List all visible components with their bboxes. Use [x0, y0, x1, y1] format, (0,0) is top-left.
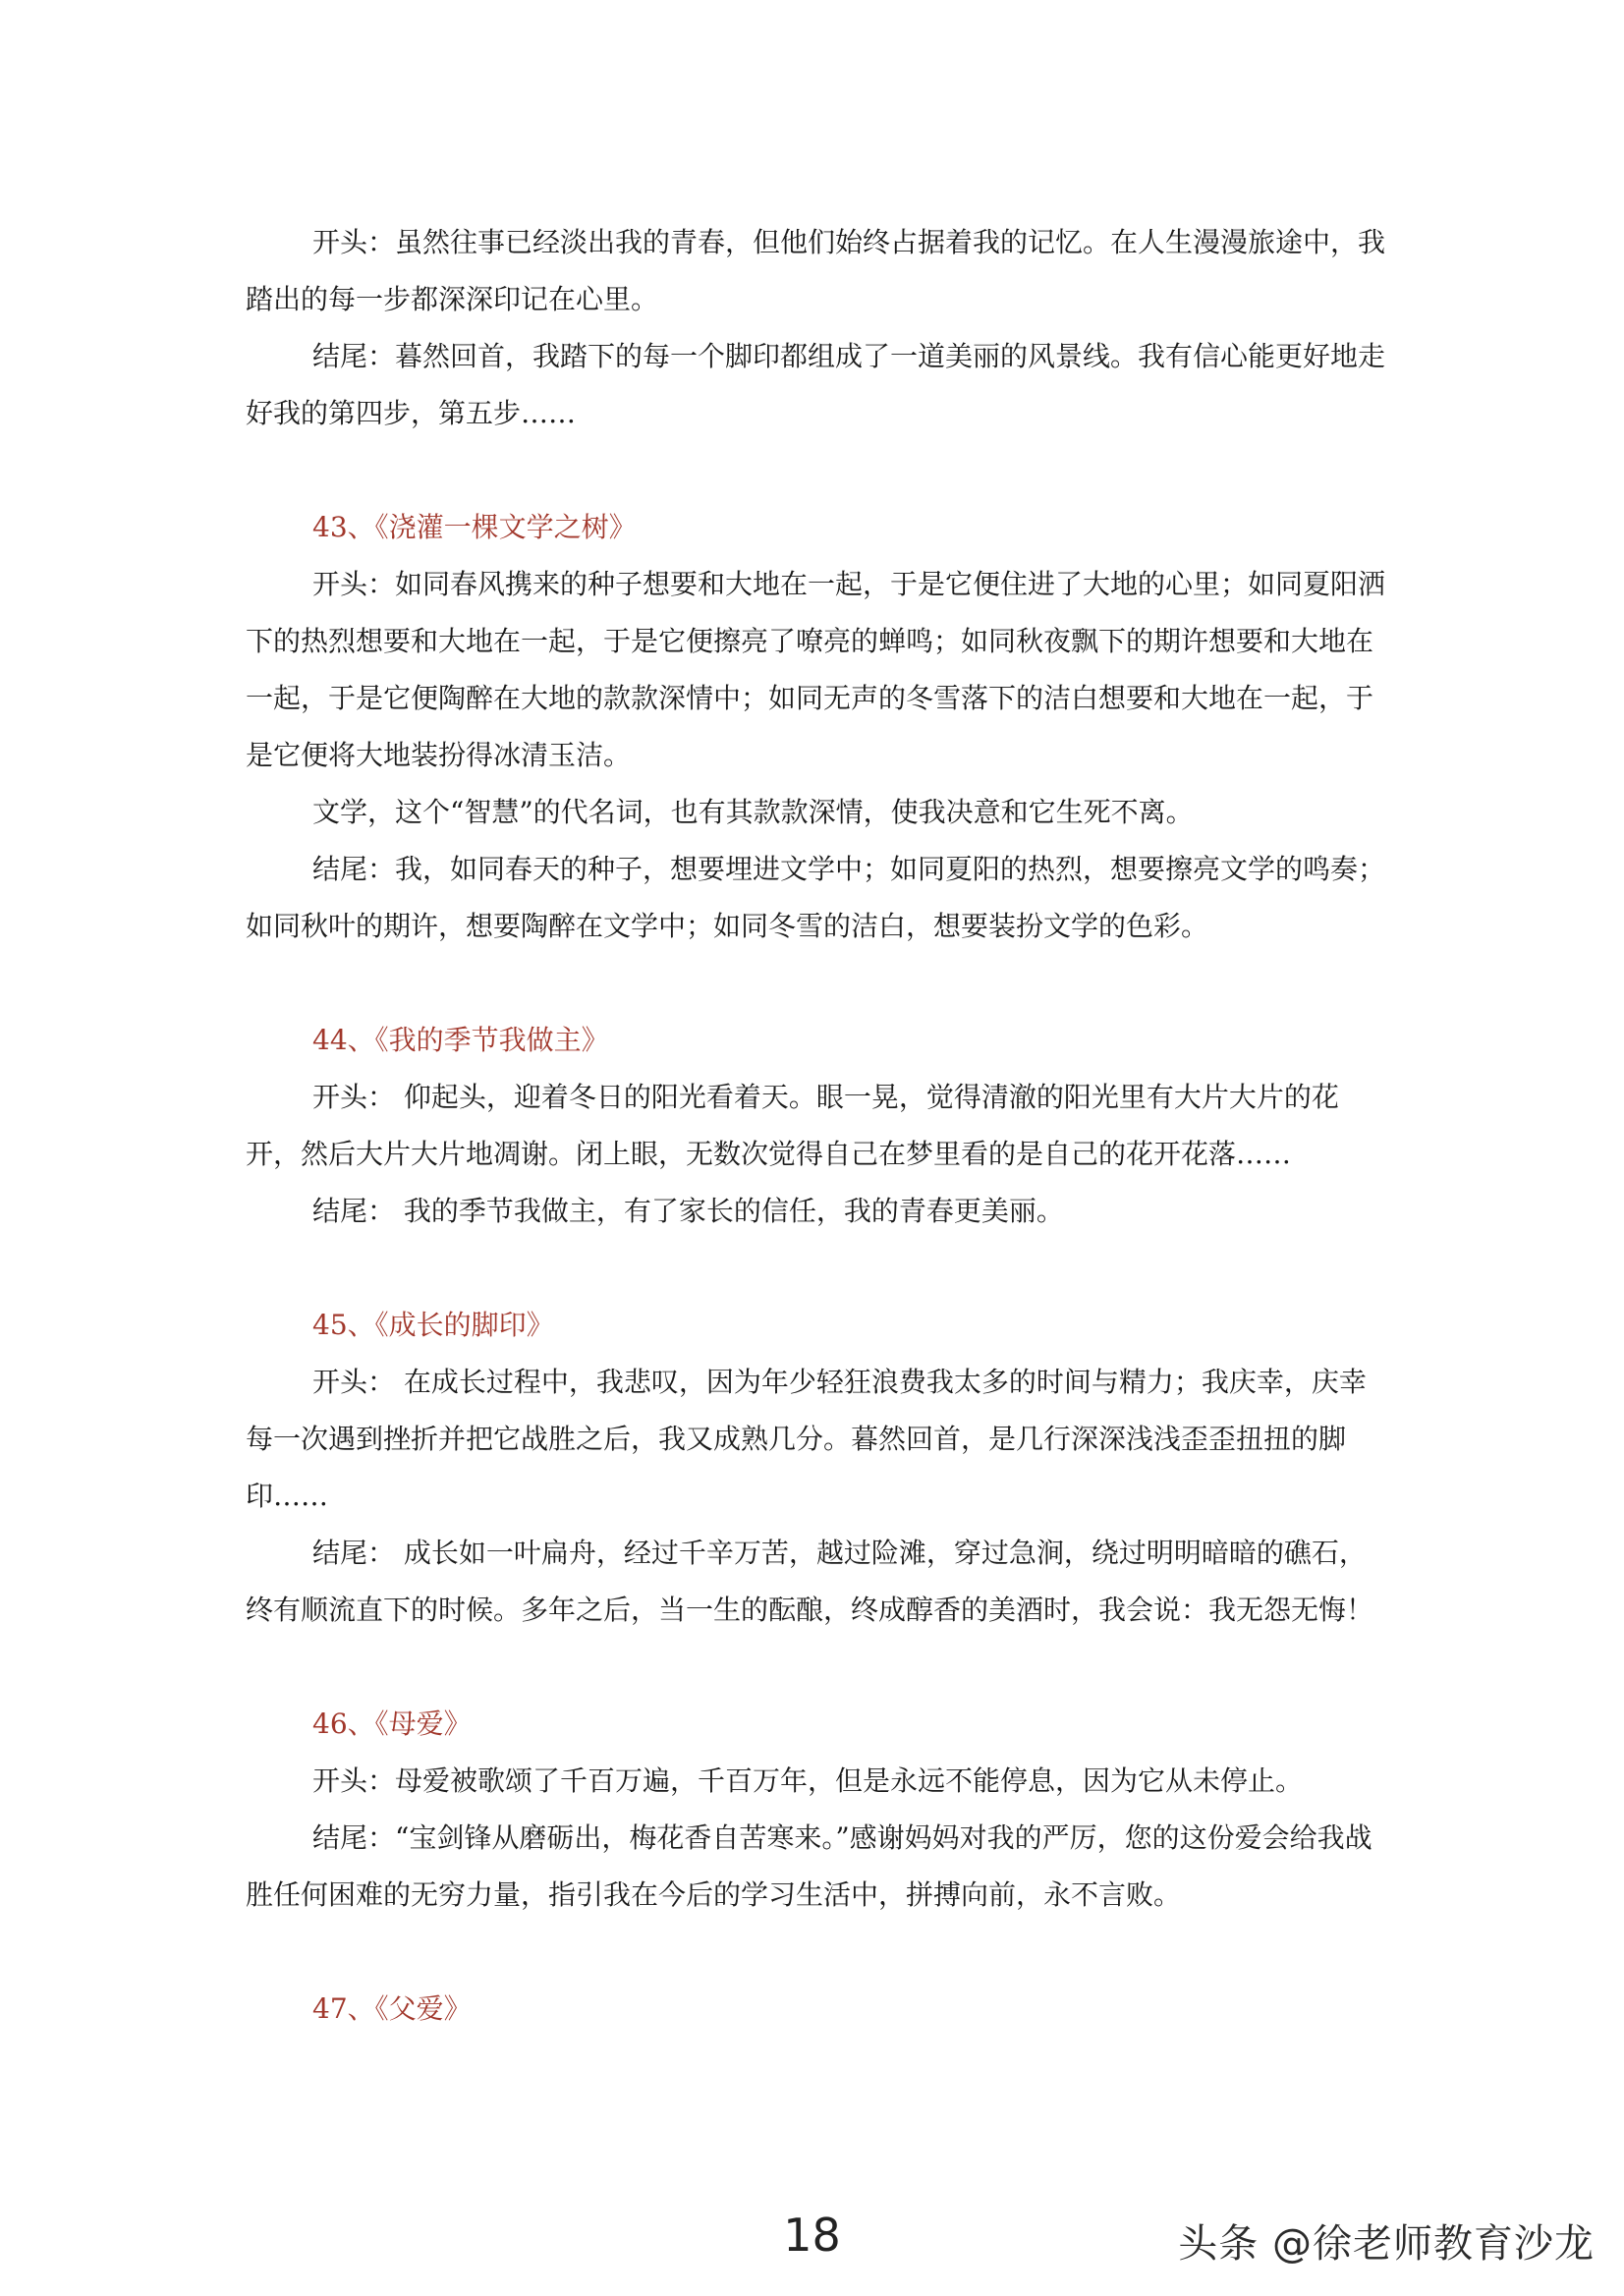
section-title-45: 45、《成长的脚印》	[312, 1309, 554, 1341]
section-44-ending: 结尾： 我的季节我做主，有了家长的信任，我的青春更美丽。	[312, 1195, 1064, 1227]
section-gap	[246, 1924, 1385, 1981]
intro-opening-paragraph: 开头：虽然往事已经淡出我的青春，但他们始终占据着我的记忆。在人生漫漫旅途中，我踏出的每一步都深深印记在心里。	[246, 226, 1386, 315]
page-number: 18	[783, 2209, 841, 2262]
document-body	[246, 214, 1385, 2038]
section-gap	[246, 955, 1385, 1012]
section-43-opening: 开头：如同春风携来的种子想要和大地在一起，于是它便住进了大地的心里；如同夏阳洒下的热烈想要和大地在一起，于是它便擦亮了嘹亮的蝉鸣；如同秋夜飘下的期许想要和大地在一起，于是它便陶醉在大地的款款深情中；如同无声的冬雪落下的洁白想要和大地在一起，于是它便将大地装扮得冰清玉洁。	[246, 568, 1386, 771]
section-46-ending: 结尾：“宝剑锋从磨砺出，梅花香自苦寒来。”感谢妈妈对我的严厉，您的这份爱会给我战胜任何困难的无穷力量，指引我在今后的学习生活中，拼搏向前，永不言败。	[246, 1821, 1372, 1911]
section-43-middle: 文学，这个“智慧”的代名词，也有其款款深情，使我决意和它生死不离。	[312, 796, 1194, 828]
intro-ending-paragraph: 结尾：暮然回首，我踏下的每一个脚印都组成了一道美丽的风景线。我有信心能更好地走好我的第四步，第五步……	[246, 340, 1386, 429]
toutiao-watermark: 头条 @徐老师教育沙龙	[1178, 2221, 1595, 2267]
section-45-opening: 开头： 在成长过程中，我悲叹，因为年少轻狂浪费我太多的时间与精力；我庆幸，庆幸每一次遇到挫折并把它战胜之后，我又成熟几分。暮然回首，是几行深深浅浅歪歪扭扭的脚印……	[246, 1366, 1367, 1512]
section-44-opening: 开头： 仰起头，迎着冬日的阳光看着天。眼一晃，觉得清澈的阳光里有大片大片的花开，然后大片大片地凋谢。闭上眼，无数次觉得自己在梦里看的是自己的花开花落……	[246, 1081, 1339, 1170]
section-title-44: 44、《我的季节我做主》	[312, 1024, 609, 1056]
section-43-ending: 结尾：我，如同春天的种子，想要埋进文学中；如同夏阳的热烈，想要擦亮文学的鸣奏；如同秋叶的期许，想要陶醉在文学中；如同冬雪的洁白，想要装扮文学的色彩。	[246, 853, 1386, 942]
section-title-43: 43、《浇灌一棵文学之树》	[312, 511, 637, 543]
section-title-46: 46、《母爱》	[312, 1708, 472, 1740]
section-46-opening: 开头：母爱被歌颂了千百万遍，千百万年，但是永远不能停息，因为它从未停止。	[312, 1764, 1304, 1797]
section-gap	[246, 442, 1385, 499]
section-gap	[246, 1639, 1385, 1696]
section-title-47: 47、《父爱》	[312, 1992, 472, 2025]
section-45-ending: 结尾： 成长如一叶扁舟，经过千辛万苦，越过险滩，穿过急涧，绕过明明暗暗的礁石，终有顺流直下的时候。多年之后，当一生的酝酿，终成醇香的美酒时，我会说：我无怨无悔！	[246, 1537, 1374, 1626]
section-gap	[246, 1240, 1385, 1297]
